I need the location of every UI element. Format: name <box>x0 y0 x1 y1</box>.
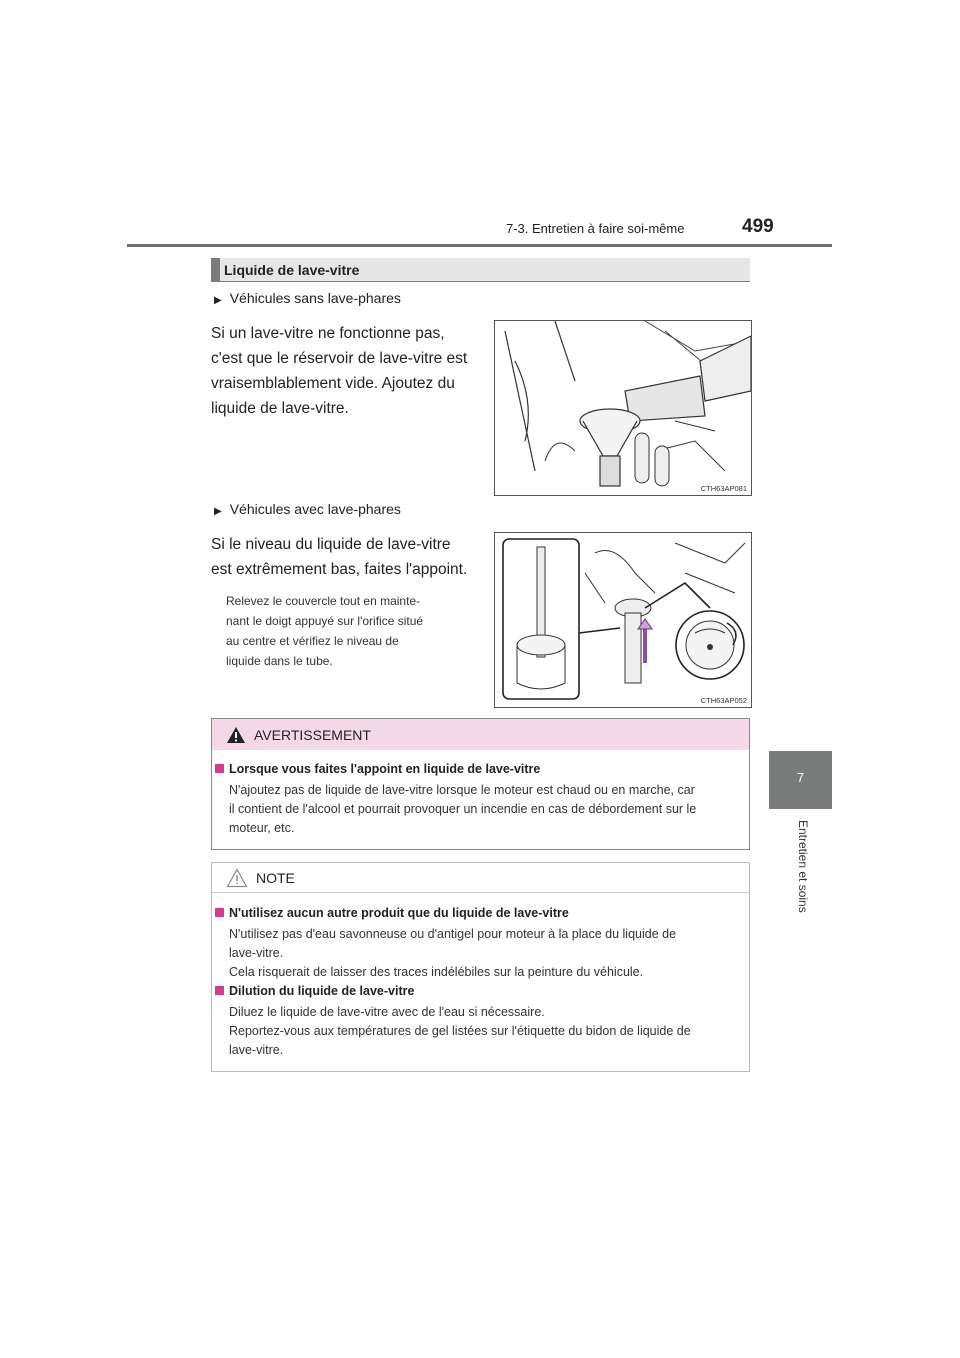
text-line: moteur, etc. <box>229 821 295 835</box>
section-header: 7-3. Entretien à faire soi-même <box>506 221 685 236</box>
text-line: est extrêmement bas, faites l'appoint. <box>211 561 468 578</box>
bullet-text: Véhicules sans lave-phares <box>229 290 401 306</box>
text-line: Reportez-vous aux températures de gel listées sur l'étiquette du bidon de liquide de <box>229 1024 691 1038</box>
funnel-illustration <box>495 321 751 495</box>
figure-code: CTH63AP081 <box>700 484 747 493</box>
square-bullet-icon <box>215 986 224 995</box>
text-line: N'ajoutez pas de liquide de lave-vitre lorsque le moteur est chaud ou en marche, car <box>229 783 695 797</box>
chapter-number: 7 <box>796 770 805 785</box>
text-line: au centre et vérifiez le niveau de <box>226 634 399 648</box>
text-line: Si le niveau du liquide de lave-vitre <box>211 536 451 553</box>
text-line: Si un lave-vitre ne fonctionne pas, <box>211 325 445 342</box>
bullet-with-headlamp-washer <box>214 501 401 517</box>
square-bullet-icon <box>215 908 224 917</box>
warning-title: AVERTISSEMENT <box>254 727 371 743</box>
note-item-body-1 <box>229 925 741 982</box>
illustration-filling-reservoir <box>494 320 752 496</box>
text-line: liquide dans le tube. <box>226 654 333 668</box>
warning-triangle-icon <box>226 726 246 744</box>
note-triangle-icon <box>226 868 248 888</box>
text-line: Diluez le liquide de lave-vitre avec de l'eau si nécessaire. <box>229 1005 545 1019</box>
figure-code: CTH63AP052 <box>700 696 747 705</box>
warning-item-title <box>215 762 540 776</box>
chapter-label: Entretien et soins <box>796 820 810 913</box>
item-title-text: Lorsque vous faites l'appoint en liquide de lave-vitre <box>229 762 541 776</box>
page-number: 499 <box>742 216 774 237</box>
text-line: lave-vitre. <box>229 946 284 960</box>
paragraph-block2 <box>211 532 482 582</box>
paragraph-block1 <box>211 321 482 421</box>
text-line: vraisemblablement vide. Ajoutez du <box>211 375 455 392</box>
level-check-illustration <box>495 533 751 707</box>
text-line: N'utilisez pas d'eau savonneuse ou d'antigel pour moteur à la place du liquide de <box>229 927 677 941</box>
warning-item-body <box>229 781 741 838</box>
text-line: lave-vitre. <box>229 1043 284 1057</box>
note-item-title-1 <box>215 906 569 920</box>
paragraph-block2-detail <box>226 591 482 671</box>
note-header-divider <box>212 892 749 893</box>
note-item-title-2 <box>215 984 414 998</box>
text-line: nant le doigt appuyé sur l'orifice situé <box>226 614 424 628</box>
square-bullet-icon <box>215 764 224 773</box>
arrow-right-icon: ▶ <box>214 295 222 306</box>
arrow-right-icon: ▶ <box>214 506 222 517</box>
illustration-level-check <box>494 532 752 708</box>
text-line: il contient de l'alcool et pourrait provoquer un incendie en cas de débordement sur le <box>229 802 697 816</box>
section-title: Liquide de lave-vitre <box>224 262 360 278</box>
bullet-text: Véhicules avec lave-phares <box>229 501 401 517</box>
item-title-text: Dilution du liquide de lave-vitre <box>229 984 415 998</box>
header-divider <box>127 244 832 247</box>
bullet-no-headlamp-washer <box>214 290 401 306</box>
text-line: Relevez le couvercle tout en mainte- <box>226 594 421 608</box>
note-item-body-2 <box>229 1003 741 1060</box>
text-line: c'est que le réservoir de lave-vitre est <box>211 350 468 367</box>
item-title-text: N'utilisez aucun autre produit que du liquide de lave-vitre <box>229 906 569 920</box>
note-title: NOTE <box>256 870 295 886</box>
text-line: Cela risquerait de laisser des traces indélébiles sur la peinture du véhicule. <box>229 965 644 979</box>
text-line: liquide de lave-vitre. <box>211 400 349 417</box>
